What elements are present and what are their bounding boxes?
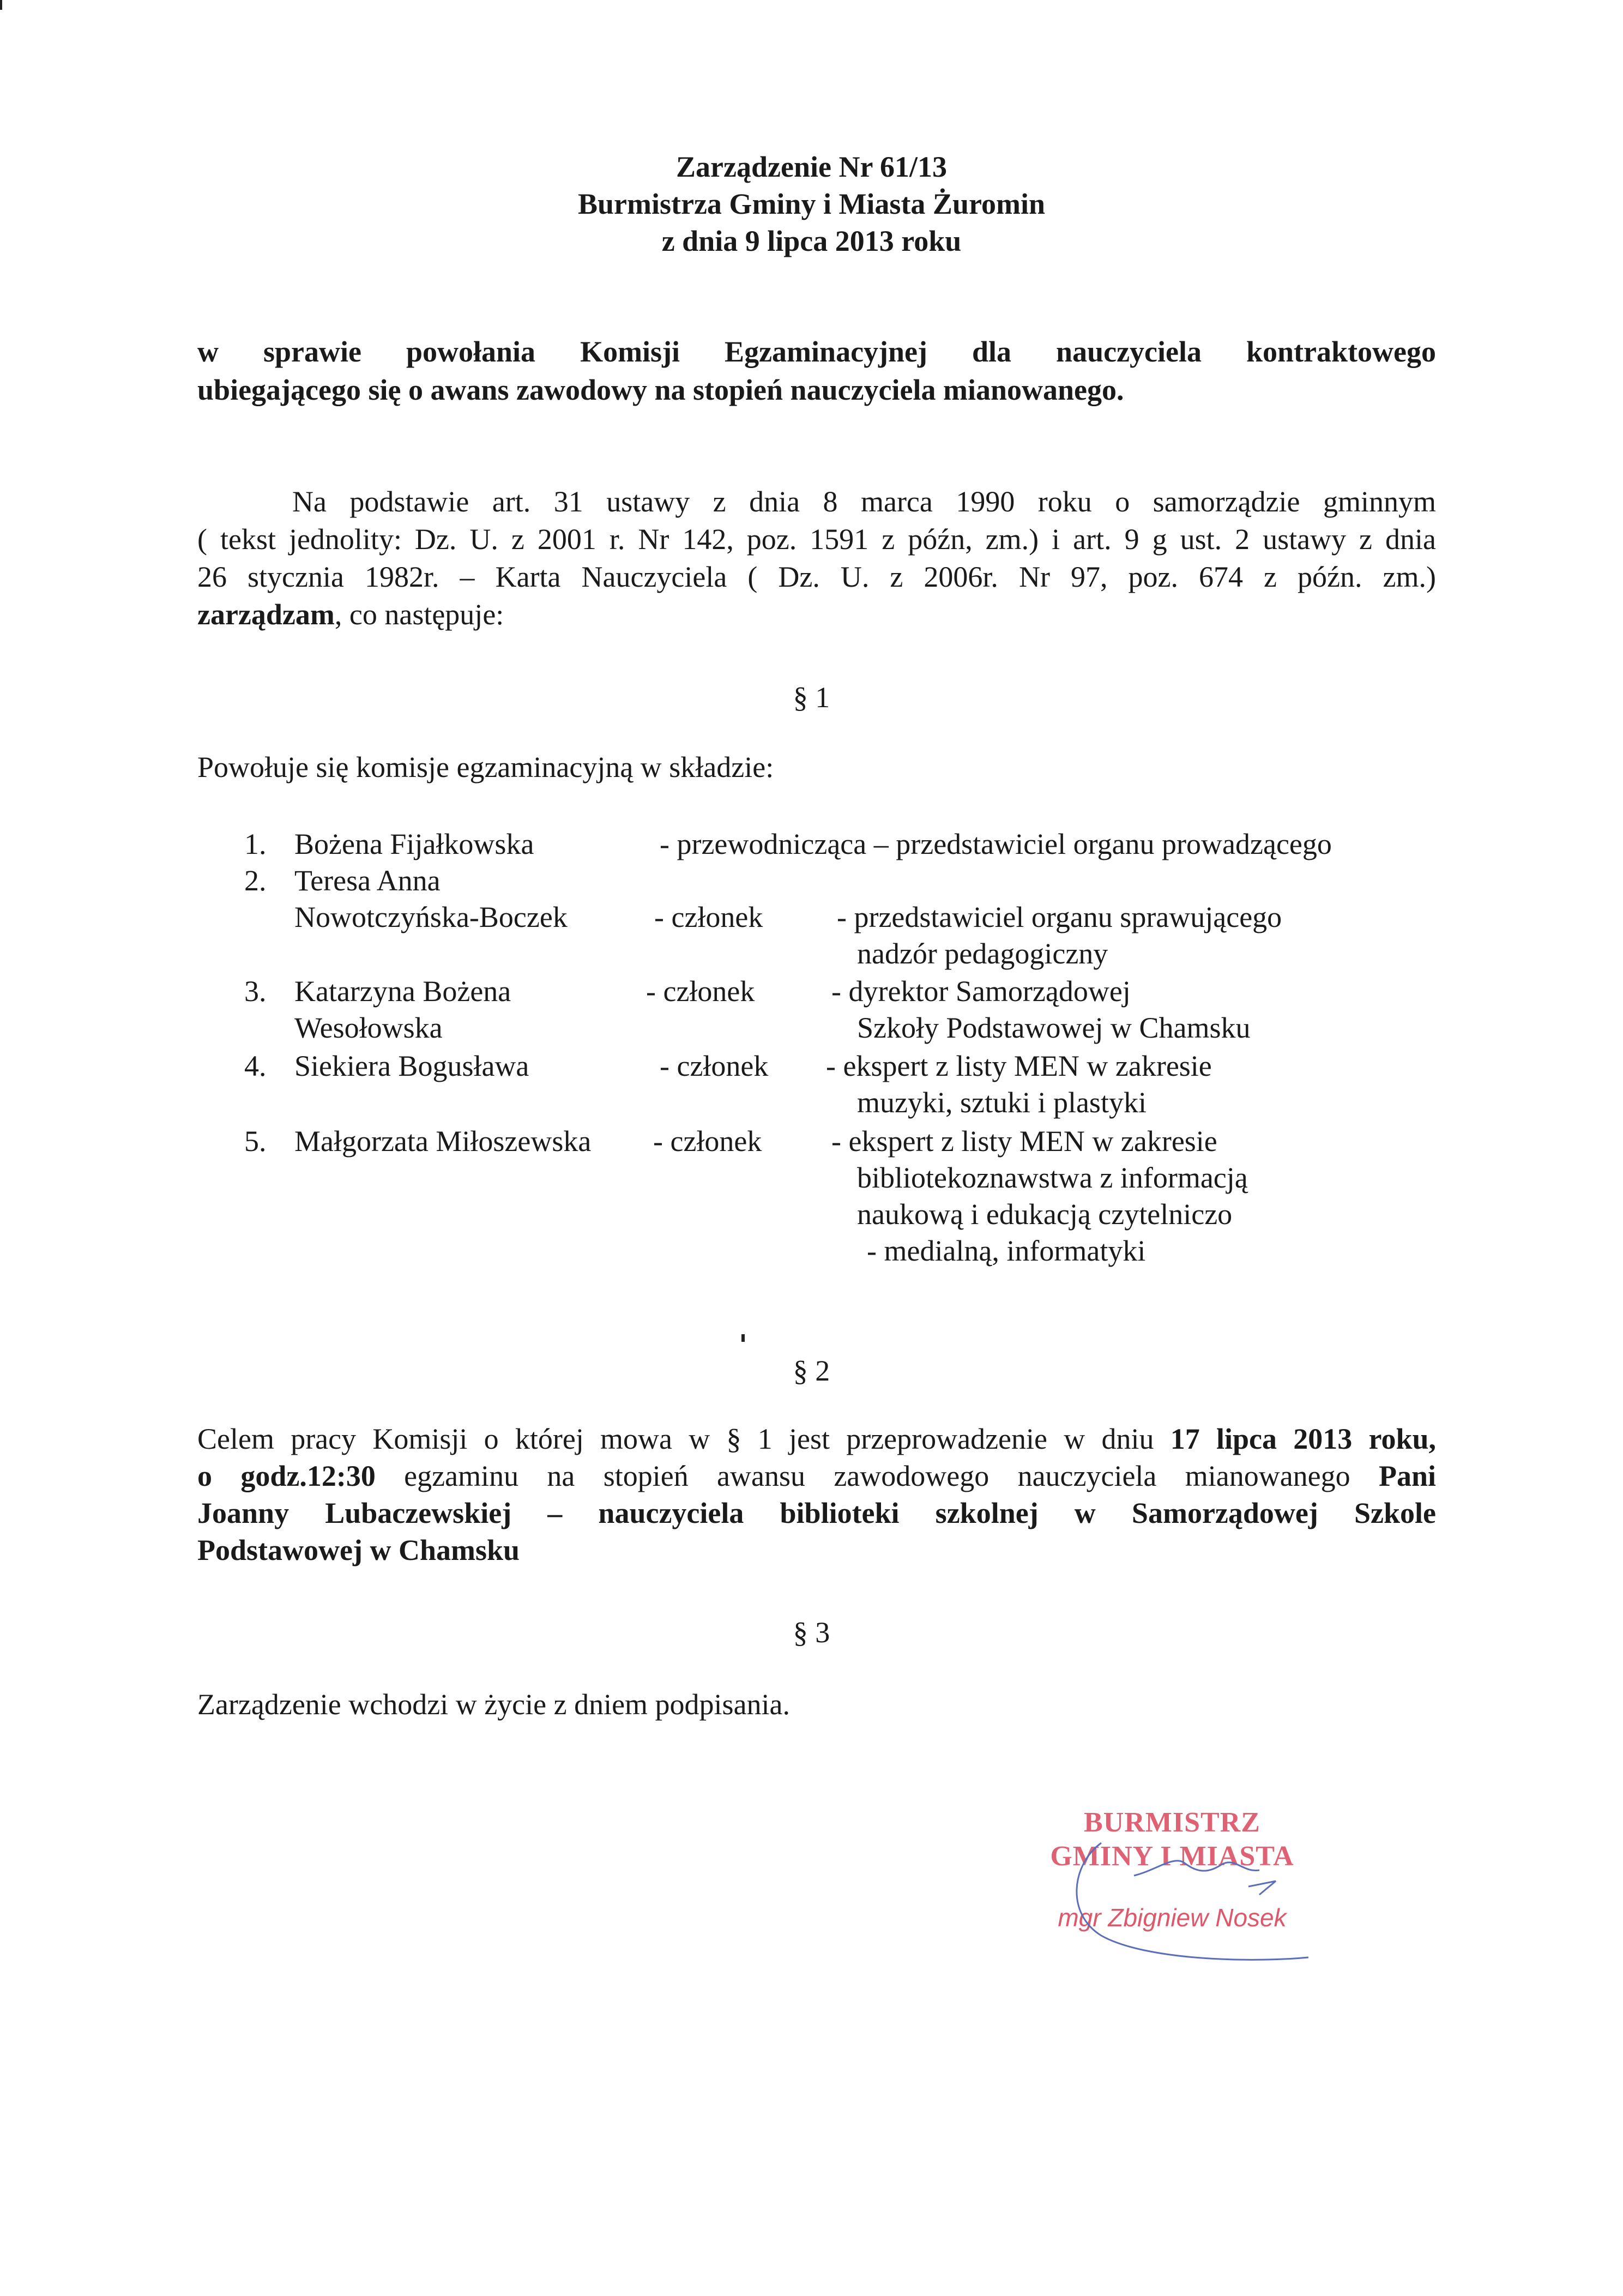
section-2-line-1-text: Celem pracy Komisji o której mowa w § 1 jest przeprowadzenie w dniu [197,1423,1171,1455]
stamp-title: BURMISTRZ [1084,1807,1260,1838]
member-4-desc-line-1: - ekspert z listy MEN w zakresie [826,1050,1212,1082]
section-2-text [197,1420,1436,1569]
member-4-role: - członek [660,1050,769,1082]
member-2-role: - członek [654,901,763,933]
stamp-municipality: GMINY I MIASTA [1050,1841,1294,1872]
section-2-mark: § 2 [793,1354,830,1387]
section-1-mark: § 1 [793,681,830,714]
legal-basis [197,483,1436,634]
legal-basis-line-4 [197,596,1436,634]
handwritten-signature-icon [1019,1805,1325,1968]
member-3-number: 3. [244,975,267,1008]
candidate-title: Pani [1378,1460,1436,1492]
effective-date-clause: Zarządzenie wchodzi w życie z dniem podpisania. [197,1688,791,1721]
member-1-number: 1. [244,828,267,860]
issuing-authority: Burmistrza Gminy i Miasta Żuromin [578,188,1045,220]
member-2-name-line-2: Nowotczyńska-Boczek [294,901,568,933]
ordinance-subject [197,333,1436,409]
decree-word: zarządzam [197,598,335,631]
scan-speck [0,0,2,10]
ordinance-date: z dnia 9 lipca 2013 roku [661,225,962,257]
section-2-line-2-text: egzaminu na stopień awansu zawodowego nauczyciela mianowanego [375,1460,1379,1492]
member-3-name-line-2: Wesołowska [294,1011,443,1044]
member-3-desc-line-1: - dyrektor Samorządowej [831,975,1131,1008]
section-2-line-2 [197,1457,1436,1494]
exam-time: o godz.12:30 [197,1460,376,1492]
member-2-name-line-1: Teresa Anna [294,864,441,897]
member-5-desc-line-3: naukową i edukacją czytelniczo [857,1198,1233,1231]
candidate-name-line: Joanny Lubaczewskiej – nauczyciela biblioteki szkolnej w Samorządowej Szkole [197,1497,1436,1529]
member-1-name: Bożena Fijałkowska [294,828,534,860]
legal-basis-line-1: Na podstawie art. 31 ustawy z dnia 8 marca 1990 roku o samorządzie gminnym [292,485,1436,518]
member-5-desc-line-2: bibliotekoznawstwa z informacją [857,1161,1248,1194]
member-3-role: - członek [646,975,755,1008]
member-2-desc-line-1: - przedstawiciel organu sprawującego [837,901,1282,933]
section-3-mark: § 3 [793,1616,830,1649]
member-3-desc-line-2: Szkoły Podstawowej w Chamsku [857,1011,1251,1044]
member-5-role: - członek [653,1125,762,1158]
ordinance-number: Zarządzenie Nr 61/13 [676,150,947,183]
decree-rest: , co następuje: [334,598,504,631]
subject-line-1: w sprawie powołania Komisji Egzaminacyjnej dla nauczyciela kontraktowego [197,335,1436,368]
legal-basis-line-3: 26 stycznia 1982r. – Karta Nauczyciela ( Dz. U. z 2006r. Nr 97, poz. 674 z późn. zm.) [197,561,1436,593]
member-4-desc-line-2: muzyki, sztuki i plastyki [857,1086,1147,1119]
member-2-desc-line-2: nadzór pedagogiczny [857,937,1108,970]
subject-line-2: ubiegającego się o awans zawodowy na stopień nauczyciela mianowanego. [197,373,1124,406]
legal-basis-line-2: ( tekst jednolity: Dz. U. z 2001 r. Nr 142, poz. 1591 z późn, zm.) i art. 9 g ust. 2 ustawy z dnia [197,523,1436,556]
mayor-stamp [1019,1805,1325,1968]
document-header [0,148,1623,260]
stamp-signatory: mgr Zbigniew Nosek [1058,1903,1287,1932]
exam-date: 17 lipca 2013 roku, [1170,1423,1437,1455]
member-4-name: Siekiera Bogusława [294,1050,529,1082]
scan-speck [741,1334,745,1342]
commission-intro: Powołuje się komisje egzaminacyjną w składzie: [197,751,774,784]
member-4-number: 4. [244,1050,267,1082]
member-5-number: 5. [244,1125,267,1158]
member-5-desc-line-4: - medialną, informatyki [867,1234,1146,1267]
member-1-role: - przewodnicząca – przedstawiciel organu prowadzącego [660,828,1332,860]
member-3-name-line-1: Katarzyna Bożena [294,975,511,1008]
candidate-school-line: Podstawowej w Chamsku [197,1534,520,1566]
member-5-desc-line-1: - ekspert z listy MEN w zakresie [831,1125,1217,1158]
section-2-line-1 [197,1420,1436,1457]
member-2-number: 2. [244,864,267,897]
member-5-name: Małgorzata Miłoszewska [294,1125,592,1158]
